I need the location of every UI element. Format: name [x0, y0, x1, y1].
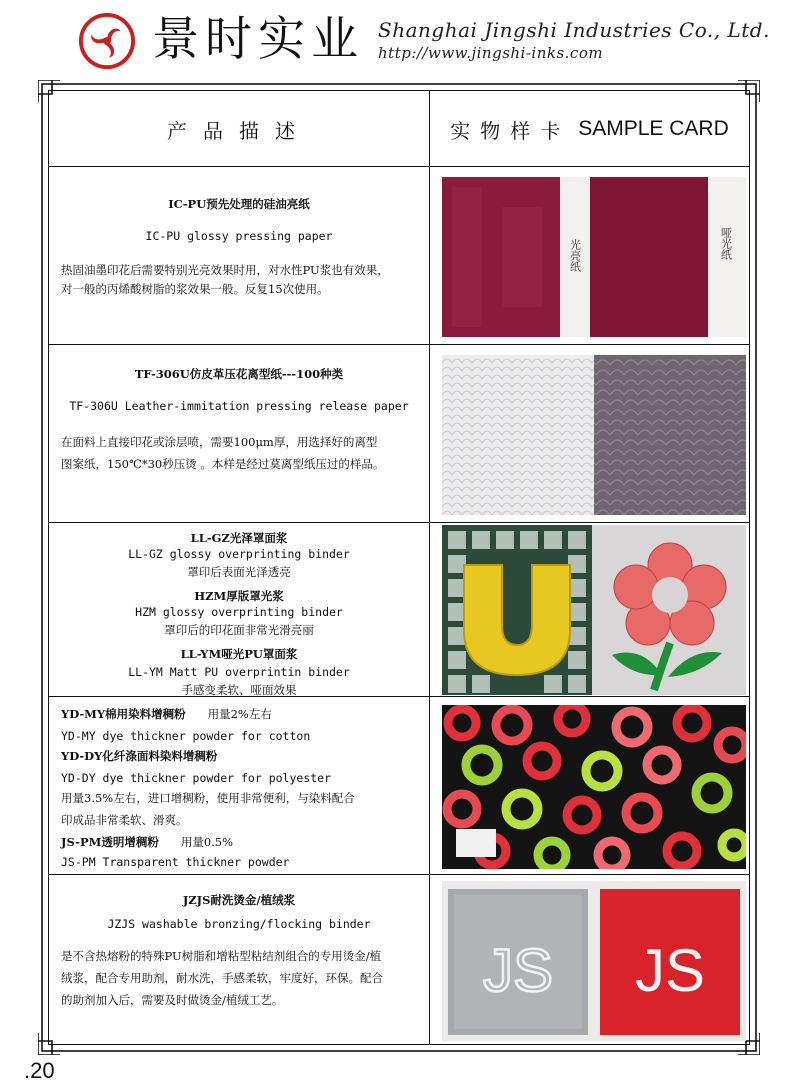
col-header-description: 产品描述: [167, 118, 311, 143]
page-number: .20: [24, 1058, 55, 1083]
product-body-line: 对一般的丙烯酸树脂的浆效果一般。反复15次使用。: [61, 282, 329, 296]
product-dosage: 用量0.5%: [180, 835, 234, 849]
table-row: [49, 167, 749, 345]
company-logo-icon: [78, 12, 136, 70]
table-row: [49, 345, 749, 523]
product-body-line: 是不含热熔粉的特殊PU树脂和增粘型粘结剂组合的专用烫金/植: [61, 949, 382, 963]
product-title-en: JZJS washable bronzing/flocking binder: [107, 917, 371, 931]
product-description: [49, 875, 429, 1044]
product-description: [49, 523, 429, 696]
brand-name-chinese: 景时实业: [152, 12, 364, 67]
product-dosage: 用量2%左右: [207, 707, 272, 721]
sample-text-bronzing: JS: [482, 937, 554, 1004]
product-title-en: LL-GZ glossy overprinting binder: [128, 547, 350, 561]
product-title-cn: JZJS耐洗烫金/植绒浆: [182, 893, 296, 907]
product-title-en: LL-YM Matt PU overprintin binder: [128, 665, 350, 679]
product-description: [49, 697, 429, 874]
brand-name-english: Shanghai Jingshi Industries Co., Ltd.: [378, 18, 770, 42]
brand-url[interactable]: http://www.jingshi-inks.com: [378, 44, 604, 62]
col-header-sample-cn: 实物样卡: [450, 118, 571, 143]
sample-label-matt: 哑光纸: [719, 227, 733, 260]
product-note: 手感变柔软、哑面效果: [181, 683, 297, 697]
product-description: [49, 167, 429, 344]
product-note: 罩印后表面光泽透亮: [187, 565, 291, 579]
col-header-sample-en: SAMPLE CARD: [578, 117, 729, 140]
page-header: [0, 0, 800, 80]
table-row: [49, 697, 749, 875]
decorative-frame: [38, 80, 760, 1055]
sample-text-flocking: JS: [634, 937, 706, 1004]
product-body-line: 用量3.5%左右，进口增稠粉，使用非常便利，与染料配合: [61, 791, 355, 805]
product-title-en: YD-DY dye thickner powder for polyester: [61, 771, 332, 785]
product-title-cn: LL-YM哑光PU罩面浆: [180, 647, 298, 661]
product-description: [49, 345, 429, 522]
product-title-cn: YD-DY化纤涤面料染料增稠粉: [61, 749, 218, 763]
sample-image-leather-paper: [442, 355, 746, 515]
product-title-cn: [61, 705, 421, 724]
sample-image-glossy-paper: [442, 177, 746, 337]
sample-label-glossy: 光亮纸: [568, 239, 582, 272]
product-title-en: HZM glossy overprinting binder: [135, 605, 343, 619]
product-body-line: 热固油墨印花后需要特别光亮效果时用，对水性PU浆也有效果，: [61, 263, 389, 277]
product-body-line: 图案纸，150℃*30秒压烫 。本样是经过莫离型纸压过的样品。: [61, 457, 385, 471]
product-body-line: 绒浆，配合专用助剂，耐水洗，手感柔软，牢度好，环保。配合: [61, 971, 383, 985]
product-title-cn: HZM厚版罩光浆: [194, 589, 284, 603]
product-body-line: 的助剂加入后，需要及时做烫金/植绒工艺。: [61, 993, 284, 1007]
table-row: [49, 875, 749, 1044]
table-header: [49, 91, 749, 167]
product-table: [48, 90, 750, 1045]
sample-image-bronzing-flocking: [442, 881, 746, 1041]
product-title-cn: TF-306U仿皮革压花离型纸---100种类: [134, 367, 344, 381]
product-title-en: TF-306U Leather-immitation pressing release paper: [69, 399, 409, 413]
product-title-en: JS-PM Transparent thickner powder: [61, 855, 290, 869]
product-title-en: YD-MY dye thickner powder for cotton: [61, 729, 311, 743]
product-name: JS-PM透明增稠粉: [61, 835, 159, 849]
col-header-sample: [430, 91, 749, 167]
product-title-cn: IC-PU预先处理的硅油亮纸: [168, 197, 310, 211]
sample-image-dye-print: [442, 705, 746, 869]
product-name: YD-MY棉用染料增稠粉: [61, 707, 186, 721]
product-title-en: IC-PU glossy pressing paper: [145, 229, 333, 243]
table-row: [49, 523, 749, 697]
product-title-cn: [61, 833, 421, 852]
product-body-line: 印成品非常柔软、滑爽。: [61, 813, 188, 827]
product-title-cn: LL-GZ光泽罩面浆: [190, 531, 288, 545]
product-note: 罩印后的印花面非常光滑亮丽: [164, 623, 314, 637]
sample-image-overprint: [442, 525, 746, 695]
product-body-line: 在面料上直接印花或涂层喷，需要100μm厚，用选择好的离型: [61, 435, 378, 449]
